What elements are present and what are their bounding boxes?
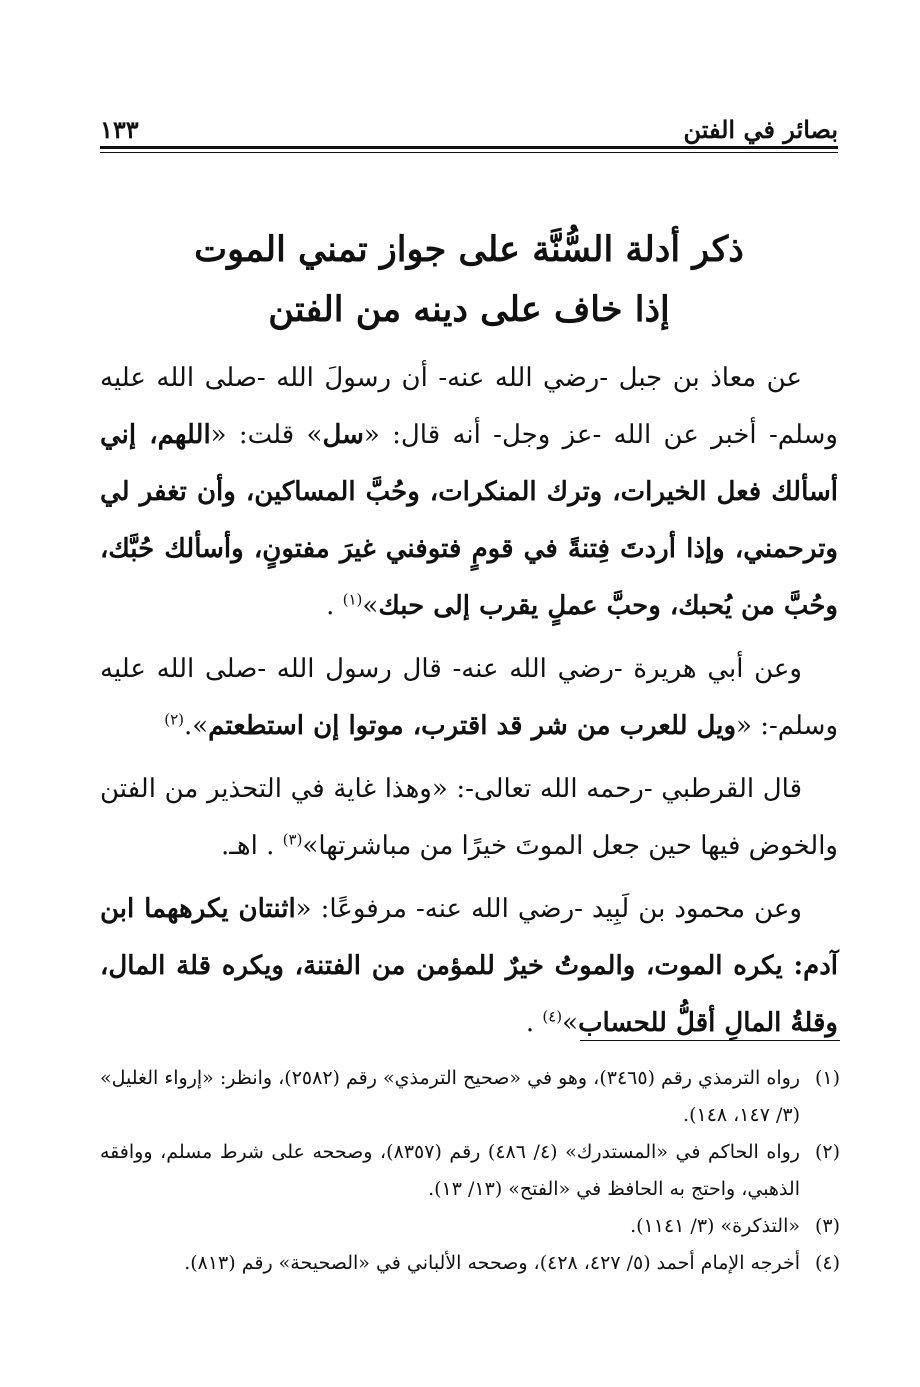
text-run: قال القرطبي -رحمه الله تعالى-: «وهذا غاية في التحذير من الفتن والخوض فيها حين جعل الموتَ خيرًا من مباشرتها» xyxy=(100,774,838,861)
text-run: » xyxy=(562,1008,579,1038)
paragraph-qurtubi xyxy=(100,761,838,875)
footnote-ref[interactable]: (١) xyxy=(342,590,363,609)
running-head xyxy=(100,104,838,144)
footnote-separator xyxy=(580,1040,840,1041)
footnote-item xyxy=(100,1208,840,1245)
footnote-text: «التذكرة» (٣/ ١١٤١). xyxy=(630,1215,800,1237)
paragraph-abu-hurayra xyxy=(100,641,838,755)
footnotes xyxy=(100,1060,840,1282)
footnote-text: رواه الترمذي رقم (٣٤٦٥)، وهو في «صحيح الترمذي» رقم (٢٥٨٢)، وانظر: «إرواء الغليل» (٣/ ١٤٧، ١٤٨). xyxy=(100,1067,800,1126)
heading-line-1: ذكر أدلة السُّنَّة على جواز تمني الموت xyxy=(194,229,744,270)
text-run: . xyxy=(525,1008,543,1038)
text-run: وعن أبي هريرة -رضي الله عنه- قال رسول الله -صلى الله عليه وسلم-: « xyxy=(100,654,838,741)
hadith-text: اثنتان يكرههما ابن آدم: يكره الموت، والموتُ خيرٌ للمؤمن من الفتنة، ويكره قلة المال، وقلةُ المالِ أقلُّ للحساب xyxy=(100,894,838,1038)
footnote-number: (٢) xyxy=(814,1141,840,1163)
footnote-ref[interactable]: (٣) xyxy=(282,830,303,849)
footnote-ref[interactable]: (٤) xyxy=(542,1007,563,1026)
footnote-item xyxy=(100,1060,840,1134)
header-rule-thin xyxy=(100,152,838,153)
paragraph-muadh xyxy=(100,350,838,635)
heading-line-2: إذا خاف على دينه من الفتن xyxy=(268,289,670,330)
text-run: . اهـ. xyxy=(221,831,283,861)
text-run: » xyxy=(362,591,379,621)
main-text xyxy=(100,350,838,1058)
hadith-text: ويل للعرب من شر قد اقترب، موتوا إن استطعتم xyxy=(208,711,737,741)
footnote-number: (٤) xyxy=(814,1252,840,1274)
footnote-text: أخرجه الإمام أحمد (٥/ ٤٢٧، ٤٢٨)، وصححه الألباني في «الصحيحة» رقم (٨١٣). xyxy=(184,1252,800,1274)
page-number: ١٣٣ xyxy=(100,115,139,144)
footnote-item xyxy=(100,1134,840,1208)
text-run: عن معاذ بن جبل -رضي الله عنه- أن رسولَ الله -صلى الله عليه وسلم- أخبر عن الله -عز وجل- أنه قال: « xyxy=(100,363,838,450)
header-rule-thick xyxy=(100,146,838,149)
text-run: ». xyxy=(183,711,209,741)
paragraph-mahmud xyxy=(100,881,838,1052)
hadith-text: اللهم، إني أسألك فعل الخيرات، وترك المنكرات، وحُبَّ المساكين، وأن تغفر لي وترحمني، وإذا أردتَ فِتنةً في قومٍ فتوفني غيرَ مفتونٍ، وأسألك حُبَّك، وحُبَّ من يُحبك، وحبَّ عملٍ يقرب إلى حبك xyxy=(100,420,838,621)
running-head-title: بصائر في الفتن xyxy=(683,115,838,144)
text-run: . xyxy=(326,591,343,621)
section-heading xyxy=(100,220,838,340)
footnote-number: (٣) xyxy=(814,1215,840,1237)
text-run: » قلت: « xyxy=(210,420,323,450)
text-run: وعن محمود بن لَبِيد -رضي الله عنه- مرفوعًا: « xyxy=(295,894,802,924)
footnote-item xyxy=(100,1245,840,1282)
footnote-ref[interactable]: (٢) xyxy=(164,710,184,729)
footnote-number: (١) xyxy=(814,1067,840,1089)
footnote-text: رواه الحاكم في «المستدرك» (٤/ ٤٨٦) رقم (٨٣٥٧)، وصححه على شرط مسلم، ووافقه الذهبي، واحتج به الحافظ في «الفتح» (١٣/ ١٣). xyxy=(100,1141,800,1200)
hadith-text: سل xyxy=(322,420,364,450)
